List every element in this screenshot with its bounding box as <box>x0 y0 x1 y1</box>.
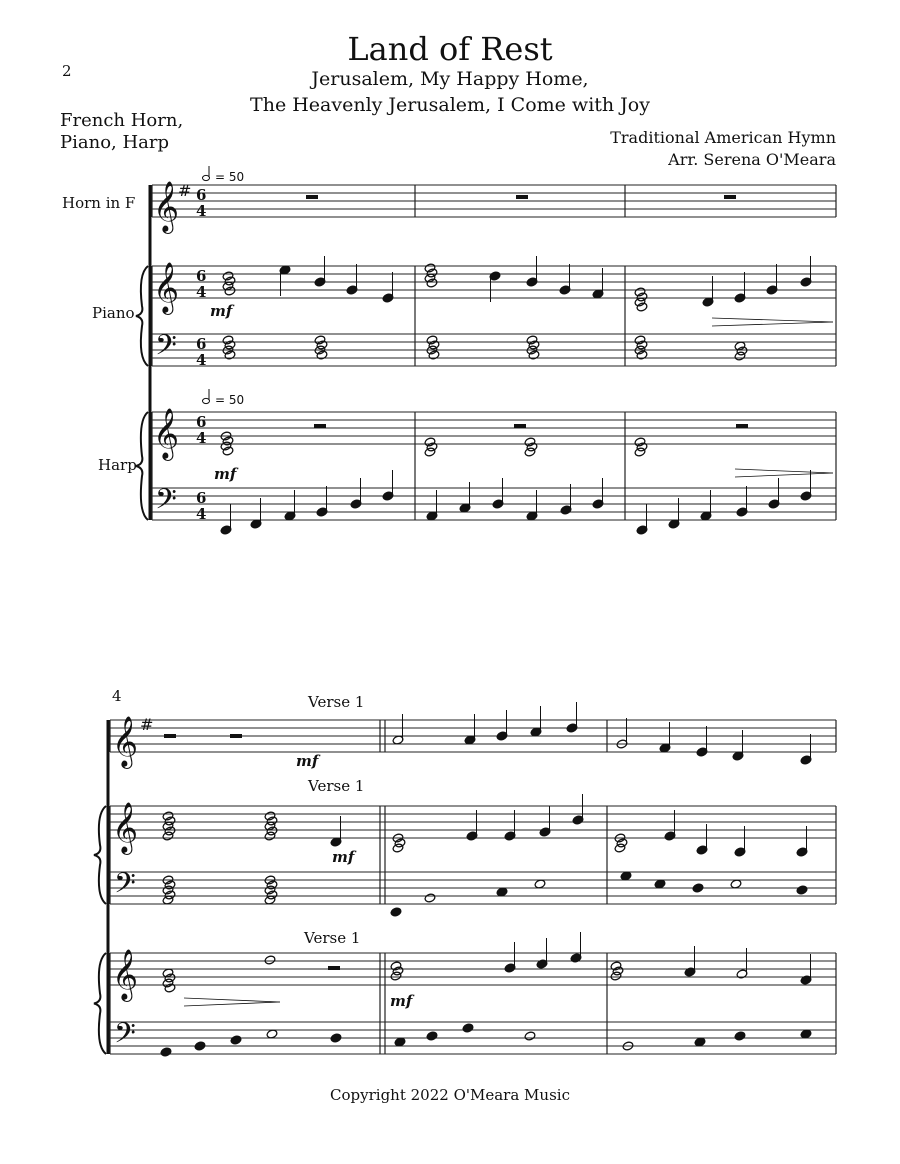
subtitle-line-1: Jerusalem, My Happy Home, <box>311 68 589 90</box>
verse-label-piano: Verse 1 <box>308 777 365 795</box>
bass-clef-icon: 𝄢 <box>114 1017 136 1057</box>
svg-text:4: 4 <box>196 283 207 301</box>
measure-number: 4 <box>112 687 122 705</box>
piano-bass-staff-s2 <box>110 872 836 904</box>
dynamic-piano-s1: mf <box>210 302 233 320</box>
verse-label-harp: Verse 1 <box>304 929 361 947</box>
harp-treble-staff-s1 <box>152 412 836 444</box>
time-signature <box>196 335 206 369</box>
notes-layer <box>160 195 833 1057</box>
arranger-credit: Arr. Serena O'Meara <box>668 150 836 169</box>
svg-text:6: 6 <box>196 489 207 507</box>
svg-text:6: 6 <box>196 186 207 204</box>
svg-text:= 50: = 50 <box>215 393 245 407</box>
dynamic-harp-s1: mf <box>214 465 237 483</box>
treble-clef-icon: 𝄞 <box>153 408 180 459</box>
instrumentation-line-1: French Horn, <box>60 110 184 131</box>
svg-text:4: 4 <box>196 429 207 447</box>
tempo-marking-horn <box>203 166 245 184</box>
time-signature <box>196 267 206 301</box>
time-signature <box>196 489 206 523</box>
subtitle-line-2: The Heavenly Jerusalem, I Come with Joy <box>250 94 650 116</box>
verse-label-horn: Verse 1 <box>308 693 365 711</box>
time-signature <box>196 186 206 220</box>
copyright-notice: Copyright 2022 O'Meara Music <box>330 1086 570 1104</box>
svg-text:#: # <box>140 715 154 734</box>
dynamic-horn-s2: mf <box>296 752 319 770</box>
svg-text:= 50: = 50 <box>215 170 245 184</box>
brace <box>136 266 148 366</box>
bass-clef-icon: 𝄢 <box>155 483 177 523</box>
svg-text:6: 6 <box>196 267 207 285</box>
horn-staff-s1 <box>152 185 836 217</box>
page-title: Land of Rest <box>347 30 553 68</box>
label-horn: Horn in F <box>62 194 136 212</box>
svg-text:6: 6 <box>196 413 207 431</box>
piano-treble-staff-s1 <box>152 266 836 298</box>
treble-clef-icon: 𝄞 <box>112 949 139 1000</box>
svg-text:6: 6 <box>196 335 207 353</box>
brace <box>94 806 106 904</box>
tempo-marking-harp <box>203 389 245 407</box>
treble-clef-icon: 𝄞 <box>153 181 180 232</box>
treble-clef-icon: 𝄞 <box>112 802 139 853</box>
instrumentation-line-2: Piano, Harp <box>60 132 170 153</box>
label-harp: Harp <box>98 456 137 474</box>
svg-text:4: 4 <box>196 351 207 369</box>
svg-text:4: 4 <box>196 505 207 523</box>
dynamic-harp-s2: mf <box>390 992 413 1010</box>
harp-treble-staff-s2 <box>110 953 836 985</box>
svg-text:4: 4 <box>196 202 207 220</box>
composer-credit: Traditional American Hymn <box>610 128 836 147</box>
treble-clef-icon: 𝄞 <box>112 716 139 767</box>
page-number: 2 <box>62 62 72 80</box>
staff-lines <box>94 181 836 1057</box>
bass-clef-icon: 𝄢 <box>155 329 177 369</box>
piano-bass-staff-s1 <box>152 334 836 366</box>
treble-clef-icon: 𝄞 <box>153 262 180 313</box>
brace <box>136 412 148 520</box>
bass-clef-icon: 𝄢 <box>114 867 136 907</box>
brace <box>94 953 106 1054</box>
time-signature <box>196 413 206 447</box>
svg-text:#: # <box>178 181 192 200</box>
dynamic-piano-s2: mf <box>332 848 355 866</box>
label-piano: Piano <box>92 304 135 322</box>
